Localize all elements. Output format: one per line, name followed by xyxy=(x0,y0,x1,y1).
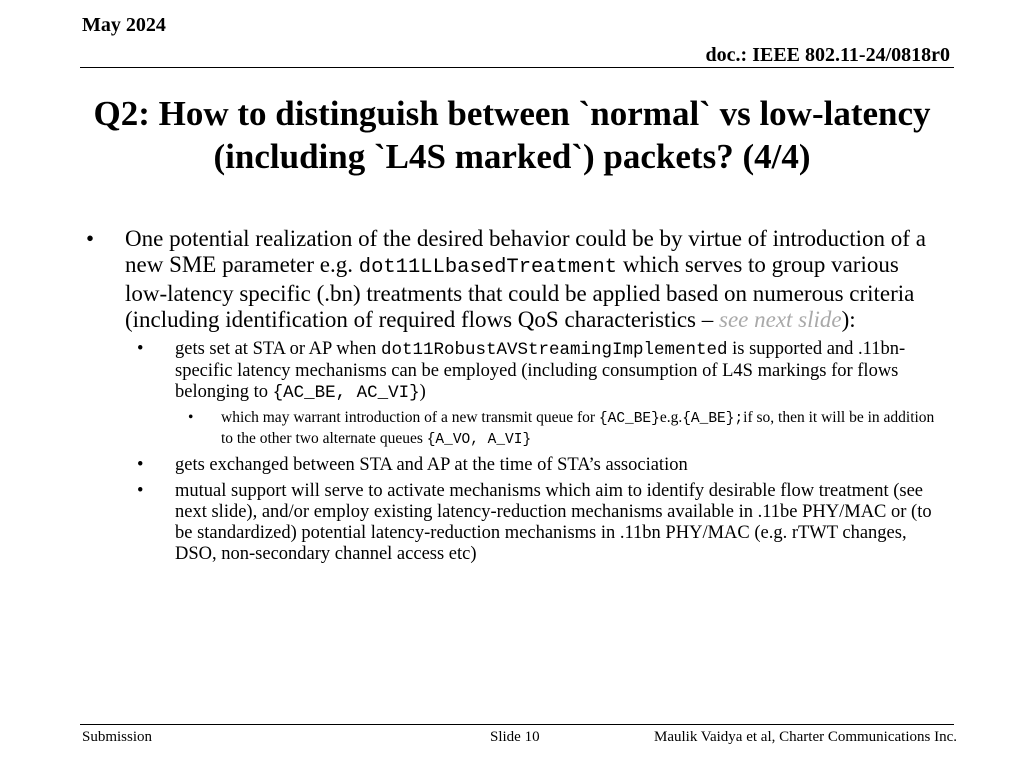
footer-divider xyxy=(80,724,954,725)
bullet-text: ): xyxy=(841,307,856,332)
sub-bullet-mutual-support: • mutual support will serve to activate mechanisms which aim to identify desirable flow treatment (see next slide), and/or employ existing latency-reduction mechanisms available in .11be PHY/MAC or (to be standardized) potential latency-reduction mechanisms in .11bn PHY/MAC (e.g. rTWT changes, DSO, non-secondary channel access etc) xyxy=(137,481,944,565)
bullet-sme-parameter xyxy=(85,226,944,565)
header-divider xyxy=(80,67,954,68)
sub-bullet-text: ) xyxy=(419,382,426,402)
slide-body xyxy=(85,226,944,570)
code-queue: {A_BE}; xyxy=(682,411,744,427)
footer-submission: Submission xyxy=(82,729,153,745)
bullet-list xyxy=(85,226,944,565)
sub-bullet-association: • gets exchanged between STA and AP at the time of STA’s association xyxy=(137,455,944,476)
sub-sub-bullet-list xyxy=(175,408,944,450)
footer-authors: Maulik Vaidya et al, Charter Communications Inc. xyxy=(654,729,957,745)
sub-bullet-list xyxy=(125,339,944,565)
sub-sub-bullet-text: if so, then it will be in addition to the other two alternate queues xyxy=(221,409,935,447)
sub-sub-bullet-text: e.g. xyxy=(659,409,683,426)
sub-bullet-text: gets set at STA or AP when xyxy=(175,339,381,359)
code-parameter: dot11LLbasedTreatment xyxy=(358,256,618,279)
header-doc-id: doc.: IEEE 802.11-24/0818r0 xyxy=(705,44,950,66)
sub-bullet-text: is supported and .11bn-specific latency mechanisms can be employed (including consumption of L4S markings for flows belonging to xyxy=(175,339,906,402)
sub-sub-bullet-text: which may warrant introduction of a new transmit queue for xyxy=(221,409,599,426)
footer-slide-number: Slide 10 xyxy=(490,729,540,745)
sub-bullet-set-condition xyxy=(137,339,944,450)
header-date: May 2024 xyxy=(82,14,166,36)
bullet-text: which serves to group various low-latency specific (.bn) treatments that could be applied based on numerous criteria (including identification of required flows QoS characteristics – xyxy=(125,252,915,332)
sub-sub-bullet-transmit-queue xyxy=(188,408,944,450)
code-parameter: dot11RobustAVStreamingImplemented xyxy=(380,340,728,360)
see-next-slide-link[interactable]: see next slide xyxy=(719,307,842,332)
bullet-text: One potential realization of the desired behavior could be by virtue of introduction of a new SME parameter e.g. xyxy=(125,226,926,277)
code-queue: {AC_BE} xyxy=(598,411,660,427)
slide-title: Q2: How to distinguish between `normal` vs low-latency (including `L4S marked`) packets? (4/4) xyxy=(93,94,931,176)
code-access-categories: {AC_BE, AC_VI} xyxy=(272,383,420,403)
code-queues: {A_VO, A_VI} xyxy=(426,432,532,448)
